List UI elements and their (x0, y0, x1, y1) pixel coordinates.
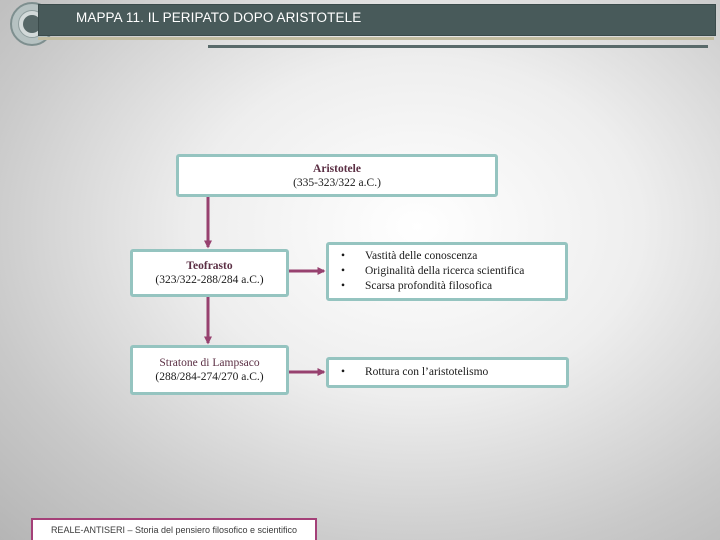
node-stratone (130, 345, 289, 395)
node-stratone-name: Stratone di Lampsaco (159, 357, 260, 369)
list-item (341, 365, 566, 380)
bullet-icon: • (341, 250, 346, 262)
note-text: Rottura con l’aristotelismo (365, 366, 489, 378)
node-teofrasto-dates: (323/322-288/284 a.C.) (155, 274, 264, 286)
bullet-icon: • (341, 265, 346, 277)
list-item (341, 279, 565, 294)
node-aristotele-dates: (335-323/322 a.C.) (293, 176, 381, 189)
list-item (341, 249, 565, 264)
node-stratone-dates: (288/284-274/270 a.C.) (155, 371, 264, 383)
node-aristotele (176, 154, 498, 197)
bullet-icon: • (341, 280, 346, 292)
notes-stratone (326, 357, 569, 388)
node-teofrasto-name: Teofrasto (186, 260, 233, 272)
footer-credit: REALE-ANTISERI – Storia del pensiero filosofico e scientifico (31, 518, 317, 540)
note-text: Scarsa profondità filosofica (365, 280, 493, 292)
bullet-icon: • (341, 366, 346, 378)
notes-teofrasto (326, 242, 568, 301)
node-teofrasto (130, 249, 289, 297)
node-aristotele-name: Aristotele (313, 162, 361, 175)
page-title: MAPPA 11. IL PERIPATO DOPO ARISTOTELE (76, 10, 362, 25)
list-item (341, 264, 565, 279)
note-text: Originalità della ricerca scientifica (365, 265, 525, 277)
note-text: Vastità delle conoscenza (365, 250, 478, 262)
